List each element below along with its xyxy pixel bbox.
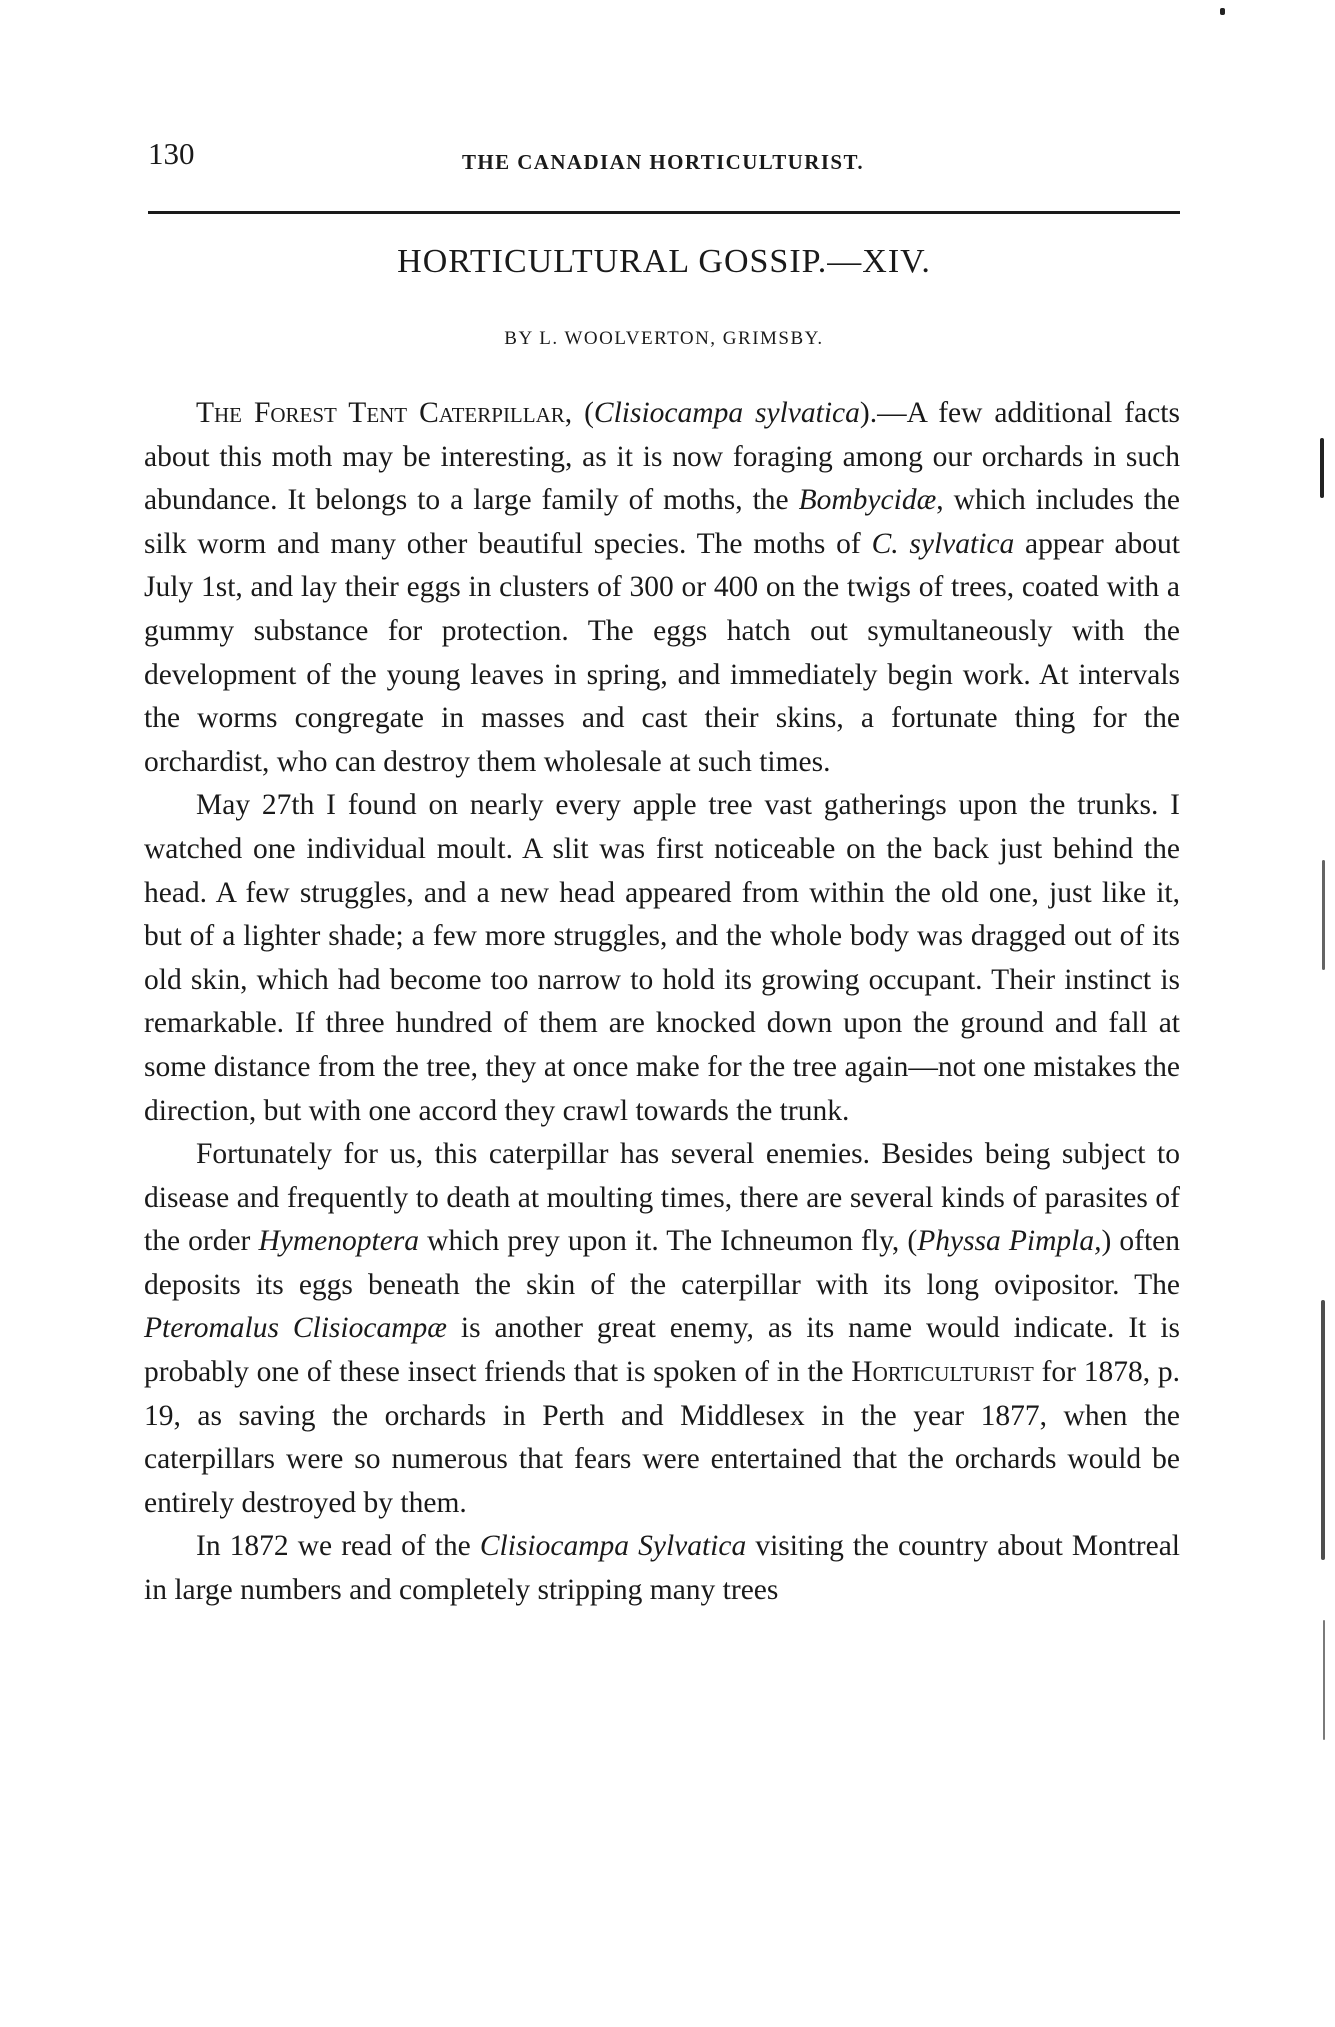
paragraph-1: [144, 392, 1180, 784]
journal-reference: Horticulturist: [851, 1356, 1034, 1389]
text-run: ).—A few additional facts about this moth may be interesting, as it is now foraging among our orchards in such abundance. It belongs to a large family of moths, the: [144, 397, 1180, 517]
scan-speck: [1321, 1300, 1325, 1560]
species-name: Clisiocampa Sylvatica: [479, 1530, 747, 1563]
scan-speck: [1220, 8, 1225, 15]
family-name: Bombycidæ: [798, 484, 937, 517]
running-head: [148, 136, 1178, 176]
species-name: C. sylvatica: [871, 527, 1015, 560]
text-run: visiting the country about Montreal in large numbers and completely stripping many trees: [144, 1530, 1181, 1607]
text-run: appear about July 1st, and lay their eggs in clusters of 300 or 400 on the twigs of trees, coated with a gummy substance for protection. The eggs hatch out symultaneously with the development of the young leaves in spring, and immediately begin work. At intervals the worms congregate in masses and cast their skins, a fortunate thing for the orchardist, who can destroy them wholesale at such times.: [144, 527, 1180, 778]
text-run: is another great enemy, as its name would indicate. It is probably one of these insect friends that is spoken of in the: [144, 1312, 1180, 1389]
lead-in: The Forest Tent Caterpillar,: [196, 397, 573, 429]
species-name: Pteromalus Clisiocampæ: [144, 1312, 447, 1345]
species-name: Clisiocampa sylvatica: [593, 397, 860, 429]
text-run: Fortunately for us, this caterpillar has several enemies. Besides being subject to disease and frequently to death at moulting times, there are several kinds of parasites of the order: [144, 1138, 1180, 1258]
paragraph-4: [144, 1525, 1180, 1612]
text-run: , which includes the silk worm and many other beautiful species. The moths of: [144, 484, 1180, 560]
article-body: [144, 392, 1180, 1613]
text-run: (: [572, 397, 594, 429]
text-run: for 1878, p. 19, as saving the orchards in Perth and Middlesex in the year 1877, when the caterpillars were so numerous that fears were entertained that the orchards would be entirely destroyed by them.: [144, 1356, 1180, 1519]
species-name: Physsa Pimpla,: [917, 1225, 1102, 1258]
journal-title: THE CANADIAN HORTICULTURIST.: [462, 150, 864, 174]
scan-speck: [1320, 438, 1324, 498]
header-rule: [148, 211, 1180, 214]
scan-speck: [1322, 860, 1325, 970]
page-number: 130: [148, 136, 195, 171]
paragraph-2: May 27th I found on nearly every apple tree vast gatherings upon the trunks. I watched one individual moult. A slit was first noticeable on the back just behind the head. A few struggles, and a new head appeared from within the old one, just like it, but of a lighter shade; a few more struggles, and the whole body was dragged out of its old skin, which had become too narrow to hold its growing occupant. Their instinct is remarkable. If three hundred of them are knocked down upon the ground and fall at some distance from the tree, they at once make for the tree again—not one mistakes the direction, but with one accord they crawl towards the trunk.: [144, 789, 1180, 1127]
paragraph-3: [144, 1133, 1180, 1525]
article-title: HORTICULTURAL GOSSIP.—XIV.: [397, 243, 931, 280]
scan-speck: [1323, 1620, 1325, 1740]
byline: BY L. WOOLVERTON, GRIMSBY.: [504, 328, 824, 349]
text-run: which prey upon it. The Ichneumon fly, (: [419, 1225, 918, 1258]
text-run: ) often deposits its eggs beneath the skin of the caterpillar with its long ovipositor. The: [144, 1225, 1181, 1301]
order-name: Hymenoptera: [258, 1225, 420, 1258]
text-run: In 1872 we read of the: [196, 1530, 480, 1563]
